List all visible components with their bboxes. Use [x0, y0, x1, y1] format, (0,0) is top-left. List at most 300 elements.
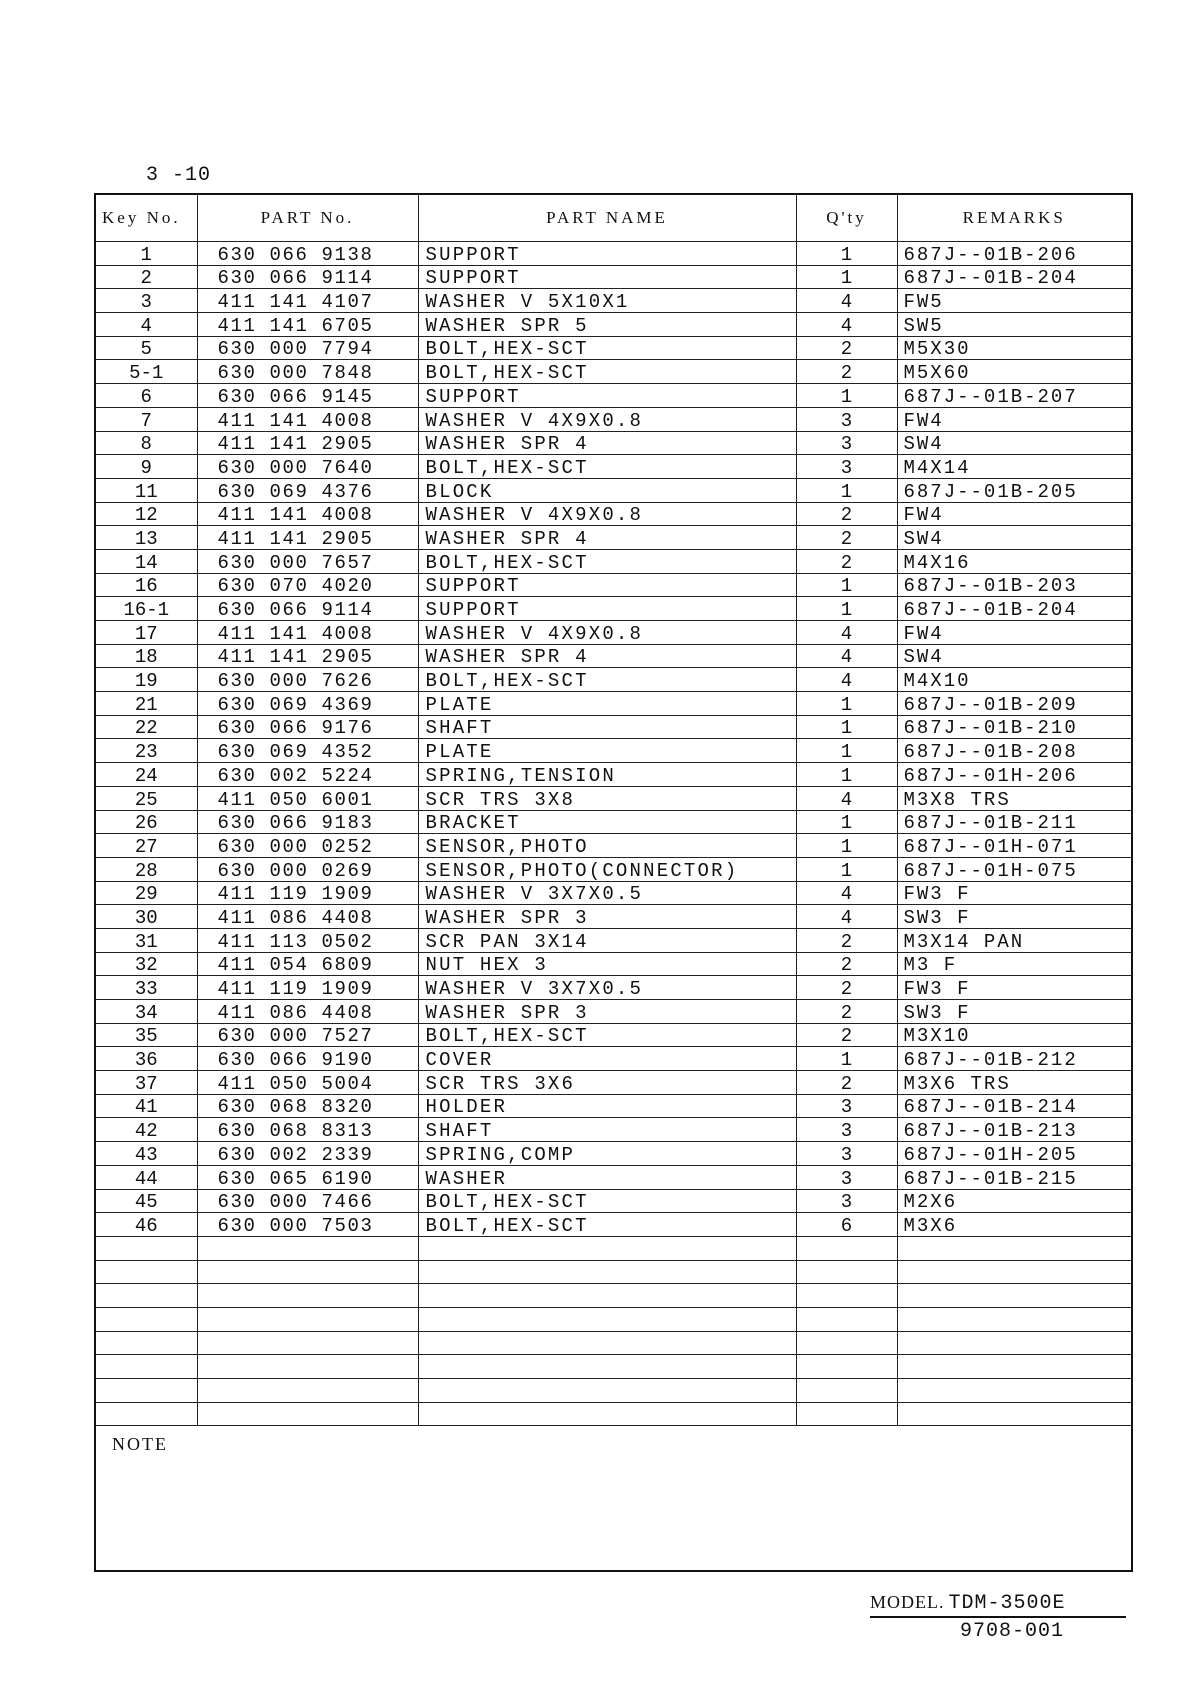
- cell-key-no: 28: [95, 857, 197, 881]
- cell-key-no: 27: [95, 834, 197, 858]
- cell-part-no: 411 054 6809: [197, 952, 418, 976]
- empty-cell-part-no: [197, 1331, 418, 1355]
- table-row: [95, 644, 1132, 668]
- cell-remarks: SW4: [897, 526, 1132, 550]
- cell-part-no: 630 000 7527: [197, 1023, 418, 1047]
- table-row: [95, 573, 1132, 597]
- cell-qty: 2: [796, 336, 897, 360]
- cell-part-name: SUPPORT: [418, 597, 796, 621]
- header-part-name: PART NAME: [418, 194, 796, 242]
- cell-part-no: 411 141 2905: [197, 644, 418, 668]
- cell-key-no: 7: [95, 407, 197, 431]
- empty-cell-qty: [796, 1355, 897, 1379]
- cell-part-no: 411 119 1909: [197, 881, 418, 905]
- cell-qty: 2: [796, 1071, 897, 1095]
- table-row: [95, 786, 1132, 810]
- header-part-no: PART No.: [197, 194, 418, 242]
- cell-qty: 3: [796, 1094, 897, 1118]
- table-row: [95, 407, 1132, 431]
- cell-qty: 1: [796, 384, 897, 408]
- cell-part-no: 630 066 9145: [197, 384, 418, 408]
- table-row: [95, 1142, 1132, 1166]
- cell-qty: 1: [796, 857, 897, 881]
- cell-qty: 1: [796, 739, 897, 763]
- empty-cell-key-no: [95, 1331, 197, 1355]
- empty-table-row: [95, 1402, 1132, 1426]
- cell-key-no: 21: [95, 692, 197, 716]
- empty-cell-part-name: [418, 1284, 796, 1308]
- cell-part-name: BOLT,HEX-SCT: [418, 1023, 796, 1047]
- cell-key-no: 8: [95, 431, 197, 455]
- cell-remarks: M3X6: [897, 1213, 1132, 1237]
- table-row: [95, 597, 1132, 621]
- cell-key-no: 34: [95, 1000, 197, 1024]
- cell-part-no: 630 000 7657: [197, 549, 418, 573]
- cell-key-no: 16: [95, 573, 197, 597]
- cell-remarks: SW4: [897, 431, 1132, 455]
- cell-key-no: 31: [95, 928, 197, 952]
- table-row: [95, 1118, 1132, 1142]
- cell-part-no: 630 000 0269: [197, 857, 418, 881]
- cell-key-no: 41: [95, 1094, 197, 1118]
- empty-table-row: [95, 1284, 1132, 1308]
- cell-remarks: 687J--01B-207: [897, 384, 1132, 408]
- cell-key-no: 46: [95, 1213, 197, 1237]
- cell-part-name: WASHER: [418, 1165, 796, 1189]
- table-row: [95, 928, 1132, 952]
- table-row: [95, 336, 1132, 360]
- cell-qty: 4: [796, 644, 897, 668]
- table-row: [95, 668, 1132, 692]
- cell-key-no: 4: [95, 313, 197, 337]
- note-label: NOTE: [95, 1426, 1132, 1572]
- cell-remarks: 687J--01B-213: [897, 1118, 1132, 1142]
- cell-remarks: FW3 F: [897, 881, 1132, 905]
- cell-qty: 1: [796, 810, 897, 834]
- table-row: [95, 763, 1132, 787]
- cell-qty: 4: [796, 881, 897, 905]
- cell-remarks: M4X14: [897, 455, 1132, 479]
- cell-qty: 4: [796, 621, 897, 645]
- cell-remarks: M5X30: [897, 336, 1132, 360]
- cell-key-no: 43: [95, 1142, 197, 1166]
- cell-key-no: 5: [95, 336, 197, 360]
- cell-key-no: 5-1: [95, 360, 197, 384]
- table-row: [95, 976, 1132, 1000]
- cell-part-no: 411 141 2905: [197, 526, 418, 550]
- cell-part-no: 630 066 9114: [197, 597, 418, 621]
- cell-qty: 1: [796, 478, 897, 502]
- page-number: 3 -10: [146, 164, 212, 187]
- table-row: [95, 1189, 1132, 1213]
- cell-part-name: HOLDER: [418, 1094, 796, 1118]
- cell-part-name: COVER: [418, 1047, 796, 1071]
- table-row: [95, 431, 1132, 455]
- model-label: MODEL.: [870, 1592, 945, 1612]
- cell-part-name: BOLT,HEX-SCT: [418, 455, 796, 479]
- cell-remarks: M3X6 TRS: [897, 1071, 1132, 1095]
- cell-qty: 1: [796, 1047, 897, 1071]
- cell-key-no: 17: [95, 621, 197, 645]
- table-row: [95, 952, 1132, 976]
- cell-remarks: M3X14 PAN: [897, 928, 1132, 952]
- cell-part-name: BOLT,HEX-SCT: [418, 1189, 796, 1213]
- cell-key-no: 24: [95, 763, 197, 787]
- cell-qty: 2: [796, 1023, 897, 1047]
- cell-qty: 3: [796, 1118, 897, 1142]
- empty-cell-qty: [796, 1331, 897, 1355]
- cell-part-no: 630 069 4376: [197, 478, 418, 502]
- cell-remarks: M4X16: [897, 549, 1132, 573]
- cell-part-no: 630 066 9114: [197, 265, 418, 289]
- table-row: [95, 1165, 1132, 1189]
- cell-qty: 3: [796, 455, 897, 479]
- cell-qty: 6: [796, 1213, 897, 1237]
- cell-qty: 2: [796, 928, 897, 952]
- cell-key-no: 25: [95, 786, 197, 810]
- cell-key-no: 12: [95, 502, 197, 526]
- cell-part-no: 630 066 9138: [197, 242, 418, 266]
- cell-qty: 3: [796, 1142, 897, 1166]
- empty-cell-part-no: [197, 1307, 418, 1331]
- empty-cell-remarks: [897, 1260, 1132, 1284]
- cell-part-name: BOLT,HEX-SCT: [418, 360, 796, 384]
- table-row: [95, 265, 1132, 289]
- cell-remarks: M5X60: [897, 360, 1132, 384]
- cell-key-no: 2: [95, 265, 197, 289]
- cell-part-name: BRACKET: [418, 810, 796, 834]
- cell-qty: 2: [796, 952, 897, 976]
- cell-part-no: 411 141 4008: [197, 621, 418, 645]
- empty-cell-key-no: [95, 1284, 197, 1308]
- cell-part-name: SPRING,COMP: [418, 1142, 796, 1166]
- cell-part-no: 411 050 5004: [197, 1071, 418, 1095]
- cell-remarks: M4X10: [897, 668, 1132, 692]
- cell-qty: 2: [796, 976, 897, 1000]
- table-row: [95, 857, 1132, 881]
- cell-qty: 1: [796, 597, 897, 621]
- empty-cell-part-name: [418, 1379, 796, 1403]
- cell-part-no: 411 086 4408: [197, 905, 418, 929]
- cell-remarks: 687J--01B-209: [897, 692, 1132, 716]
- cell-qty: 1: [796, 763, 897, 787]
- cell-remarks: 687J--01B-204: [897, 265, 1132, 289]
- cell-part-name: BLOCK: [418, 478, 796, 502]
- cell-part-name: SCR PAN 3X14: [418, 928, 796, 952]
- cell-key-no: 30: [95, 905, 197, 929]
- empty-cell-remarks: [897, 1402, 1132, 1426]
- cell-part-no: 411 141 6705: [197, 313, 418, 337]
- cell-part-no: 630 068 8320: [197, 1094, 418, 1118]
- cell-key-no: 19: [95, 668, 197, 692]
- cell-key-no: 36: [95, 1047, 197, 1071]
- cell-part-no: 630 000 7848: [197, 360, 418, 384]
- cell-part-no: 411 141 4008: [197, 502, 418, 526]
- cell-part-no: 630 000 7640: [197, 455, 418, 479]
- cell-remarks: 687J--01B-214: [897, 1094, 1132, 1118]
- empty-table-row: [95, 1331, 1132, 1355]
- note-row: [95, 1426, 1132, 1572]
- cell-part-name: SENSOR,PHOTO: [418, 834, 796, 858]
- cell-remarks: M2X6: [897, 1189, 1132, 1213]
- cell-remarks: 687J--01H-071: [897, 834, 1132, 858]
- cell-part-name: WASHER SPR 3: [418, 905, 796, 929]
- cell-qty: 1: [796, 692, 897, 716]
- cell-part-name: SENSOR,PHOTO(CONNECTOR): [418, 857, 796, 881]
- table-row: [95, 692, 1132, 716]
- cell-remarks: 687J--01B-203: [897, 573, 1132, 597]
- cell-qty: 1: [796, 265, 897, 289]
- cell-part-name: NUT HEX 3: [418, 952, 796, 976]
- empty-cell-remarks: [897, 1355, 1132, 1379]
- cell-key-no: 6: [95, 384, 197, 408]
- empty-table-row: [95, 1260, 1132, 1284]
- empty-cell-qty: [796, 1379, 897, 1403]
- cell-part-name: SUPPORT: [418, 265, 796, 289]
- cell-part-name: SUPPORT: [418, 573, 796, 597]
- cell-qty: 2: [796, 360, 897, 384]
- cell-key-no: 42: [95, 1118, 197, 1142]
- table-header-row: [95, 194, 1132, 242]
- cell-part-no: 630 000 7466: [197, 1189, 418, 1213]
- cell-remarks: SW3 F: [897, 1000, 1132, 1024]
- cell-qty: 2: [796, 1000, 897, 1024]
- empty-cell-part-name: [418, 1331, 796, 1355]
- cell-qty: 4: [796, 313, 897, 337]
- cell-remarks: M3 F: [897, 952, 1132, 976]
- table-row: [95, 739, 1132, 763]
- cell-qty: 1: [796, 573, 897, 597]
- empty-cell-qty: [796, 1402, 897, 1426]
- empty-cell-part-name: [418, 1355, 796, 1379]
- table-row: [95, 478, 1132, 502]
- cell-part-no: 630 000 7626: [197, 668, 418, 692]
- empty-cell-part-name: [418, 1260, 796, 1284]
- cell-remarks: 687J--01B-212: [897, 1047, 1132, 1071]
- empty-cell-part-no: [197, 1236, 418, 1260]
- cell-key-no: 11: [95, 478, 197, 502]
- cell-part-no: 630 066 9176: [197, 715, 418, 739]
- cell-qty: 3: [796, 1189, 897, 1213]
- empty-cell-part-no: [197, 1355, 418, 1379]
- header-remarks: REMARKS: [897, 194, 1132, 242]
- model-block: [870, 1592, 1126, 1618]
- cell-part-name: SUPPORT: [418, 242, 796, 266]
- cell-part-no: 411 113 0502: [197, 928, 418, 952]
- cell-key-no: 3: [95, 289, 197, 313]
- empty-cell-part-name: [418, 1402, 796, 1426]
- cell-part-no: 630 000 7794: [197, 336, 418, 360]
- cell-part-no: 630 000 0252: [197, 834, 418, 858]
- cell-qty: 3: [796, 431, 897, 455]
- empty-table-row: [95, 1355, 1132, 1379]
- cell-key-no: 45: [95, 1189, 197, 1213]
- cell-part-name: WASHER SPR 5: [418, 313, 796, 337]
- cell-remarks: 687J--01B-211: [897, 810, 1132, 834]
- empty-cell-key-no: [95, 1402, 197, 1426]
- table-body: [95, 242, 1132, 1426]
- cell-part-name: BOLT,HEX-SCT: [418, 336, 796, 360]
- empty-cell-qty: [796, 1260, 897, 1284]
- cell-part-name: SHAFT: [418, 1118, 796, 1142]
- cell-qty: 2: [796, 526, 897, 550]
- empty-cell-qty: [796, 1236, 897, 1260]
- empty-cell-part-no: [197, 1260, 418, 1284]
- cell-qty: 1: [796, 242, 897, 266]
- table-row: [95, 810, 1132, 834]
- table-row: [95, 1047, 1132, 1071]
- cell-part-no: 630 069 4369: [197, 692, 418, 716]
- empty-cell-key-no: [95, 1260, 197, 1284]
- cell-part-no: 630 066 9183: [197, 810, 418, 834]
- cell-part-name: WASHER SPR 4: [418, 644, 796, 668]
- table-row: [95, 1023, 1132, 1047]
- table-row: [95, 1213, 1132, 1237]
- cell-part-no: 630 066 9190: [197, 1047, 418, 1071]
- table-row: [95, 905, 1132, 929]
- cell-part-no: 411 086 4408: [197, 1000, 418, 1024]
- cell-qty: 3: [796, 407, 897, 431]
- cell-part-name: SUPPORT: [418, 384, 796, 408]
- cell-part-no: 411 141 2905: [197, 431, 418, 455]
- cell-remarks: SW5: [897, 313, 1132, 337]
- cell-key-no: 35: [95, 1023, 197, 1047]
- cell-part-name: WASHER V 3X7X0.5: [418, 976, 796, 1000]
- cell-part-no: 411 119 1909: [197, 976, 418, 1000]
- cell-remarks: SW3 F: [897, 905, 1132, 929]
- cell-part-name: BOLT,HEX-SCT: [418, 1213, 796, 1237]
- cell-key-no: 22: [95, 715, 197, 739]
- cell-part-name: WASHER V 5X10X1: [418, 289, 796, 313]
- empty-cell-remarks: [897, 1307, 1132, 1331]
- cell-part-name: WASHER V 3X7X0.5: [418, 881, 796, 905]
- table-row: [95, 834, 1132, 858]
- table-row: [95, 715, 1132, 739]
- cell-remarks: 687J--01H-205: [897, 1142, 1132, 1166]
- table-row: [95, 1094, 1132, 1118]
- cell-part-no: 630 068 8313: [197, 1118, 418, 1142]
- empty-table-row: [95, 1236, 1132, 1260]
- cell-remarks: 687J--01B-206: [897, 242, 1132, 266]
- cell-part-no: 630 065 6190: [197, 1165, 418, 1189]
- cell-part-name: WASHER SPR 4: [418, 526, 796, 550]
- cell-remarks: FW5: [897, 289, 1132, 313]
- table-row: [95, 549, 1132, 573]
- cell-part-no: 630 069 4352: [197, 739, 418, 763]
- cell-key-no: 14: [95, 549, 197, 573]
- cell-part-name: SHAFT: [418, 715, 796, 739]
- empty-cell-part-name: [418, 1236, 796, 1260]
- cell-remarks: M3X8 TRS: [897, 786, 1132, 810]
- empty-table-row: [95, 1379, 1132, 1403]
- cell-key-no: 13: [95, 526, 197, 550]
- empty-cell-part-no: [197, 1284, 418, 1308]
- cell-remarks: SW4: [897, 644, 1132, 668]
- table-row: [95, 526, 1132, 550]
- cell-qty: 4: [796, 905, 897, 929]
- cell-part-no: 630 002 5224: [197, 763, 418, 787]
- cell-remarks: 687J--01B-204: [897, 597, 1132, 621]
- cell-part-no: 411 141 4107: [197, 289, 418, 313]
- cell-qty: 4: [796, 668, 897, 692]
- empty-cell-part-no: [197, 1402, 418, 1426]
- cell-part-name: SCR TRS 3X6: [418, 1071, 796, 1095]
- empty-cell-part-name: [418, 1307, 796, 1331]
- cell-part-name: WASHER V 4X9X0.8: [418, 621, 796, 645]
- cell-remarks: 687J--01B-205: [897, 478, 1132, 502]
- cell-key-no: 23: [95, 739, 197, 763]
- cell-part-name: WASHER V 4X9X0.8: [418, 502, 796, 526]
- table-row: [95, 289, 1132, 313]
- cell-key-no: 9: [95, 455, 197, 479]
- model-number: TDM-3500E: [948, 1592, 1066, 1615]
- cell-part-no: 630 000 7503: [197, 1213, 418, 1237]
- cell-remarks: 687J--01H-075: [897, 857, 1132, 881]
- table-row: [95, 502, 1132, 526]
- table-row: [95, 313, 1132, 337]
- cell-part-no: 630 070 4020: [197, 573, 418, 597]
- cell-remarks: 687J--01B-210: [897, 715, 1132, 739]
- cell-remarks: 687J--01B-208: [897, 739, 1132, 763]
- cell-part-name: PLATE: [418, 692, 796, 716]
- empty-cell-qty: [796, 1307, 897, 1331]
- empty-cell-key-no: [95, 1355, 197, 1379]
- cell-part-no: 630 002 2339: [197, 1142, 418, 1166]
- cell-part-name: BOLT,HEX-SCT: [418, 668, 796, 692]
- cell-qty: 3: [796, 1165, 897, 1189]
- document-code: 9708-001: [960, 1620, 1065, 1643]
- cell-key-no: 26: [95, 810, 197, 834]
- table-row: [95, 621, 1132, 645]
- cell-key-no: 44: [95, 1165, 197, 1189]
- cell-qty: 1: [796, 834, 897, 858]
- cell-part-name: WASHER SPR 3: [418, 1000, 796, 1024]
- cell-key-no: 33: [95, 976, 197, 1000]
- cell-part-name: SCR TRS 3X8: [418, 786, 796, 810]
- empty-cell-key-no: [95, 1236, 197, 1260]
- cell-key-no: 37: [95, 1071, 197, 1095]
- table-row: [95, 1000, 1132, 1024]
- cell-qty: 1: [796, 715, 897, 739]
- cell-key-no: 16-1: [95, 597, 197, 621]
- cell-part-name: SPRING,TENSION: [418, 763, 796, 787]
- cell-part-name: PLATE: [418, 739, 796, 763]
- header-qty: Q'ty: [796, 194, 897, 242]
- cell-remarks: 687J--01H-206: [897, 763, 1132, 787]
- cell-qty: 2: [796, 502, 897, 526]
- empty-cell-remarks: [897, 1379, 1132, 1403]
- header-key-no: Key No.: [95, 194, 197, 242]
- parts-list-table: [94, 193, 1133, 1572]
- empty-cell-remarks: [897, 1236, 1132, 1260]
- cell-qty: 4: [796, 289, 897, 313]
- table-row: [95, 384, 1132, 408]
- cell-key-no: 29: [95, 881, 197, 905]
- empty-cell-remarks: [897, 1331, 1132, 1355]
- cell-remarks: FW3 F: [897, 976, 1132, 1000]
- cell-remarks: FW4: [897, 502, 1132, 526]
- cell-qty: 2: [796, 549, 897, 573]
- cell-remarks: FW4: [897, 621, 1132, 645]
- cell-part-no: 411 050 6001: [197, 786, 418, 810]
- cell-part-name: WASHER V 4X9X0.8: [418, 407, 796, 431]
- cell-part-name: WASHER SPR 4: [418, 431, 796, 455]
- cell-part-name: BOLT,HEX-SCT: [418, 549, 796, 573]
- cell-remarks: 687J--01B-215: [897, 1165, 1132, 1189]
- table-row: [95, 360, 1132, 384]
- cell-key-no: 18: [95, 644, 197, 668]
- empty-cell-part-no: [197, 1379, 418, 1403]
